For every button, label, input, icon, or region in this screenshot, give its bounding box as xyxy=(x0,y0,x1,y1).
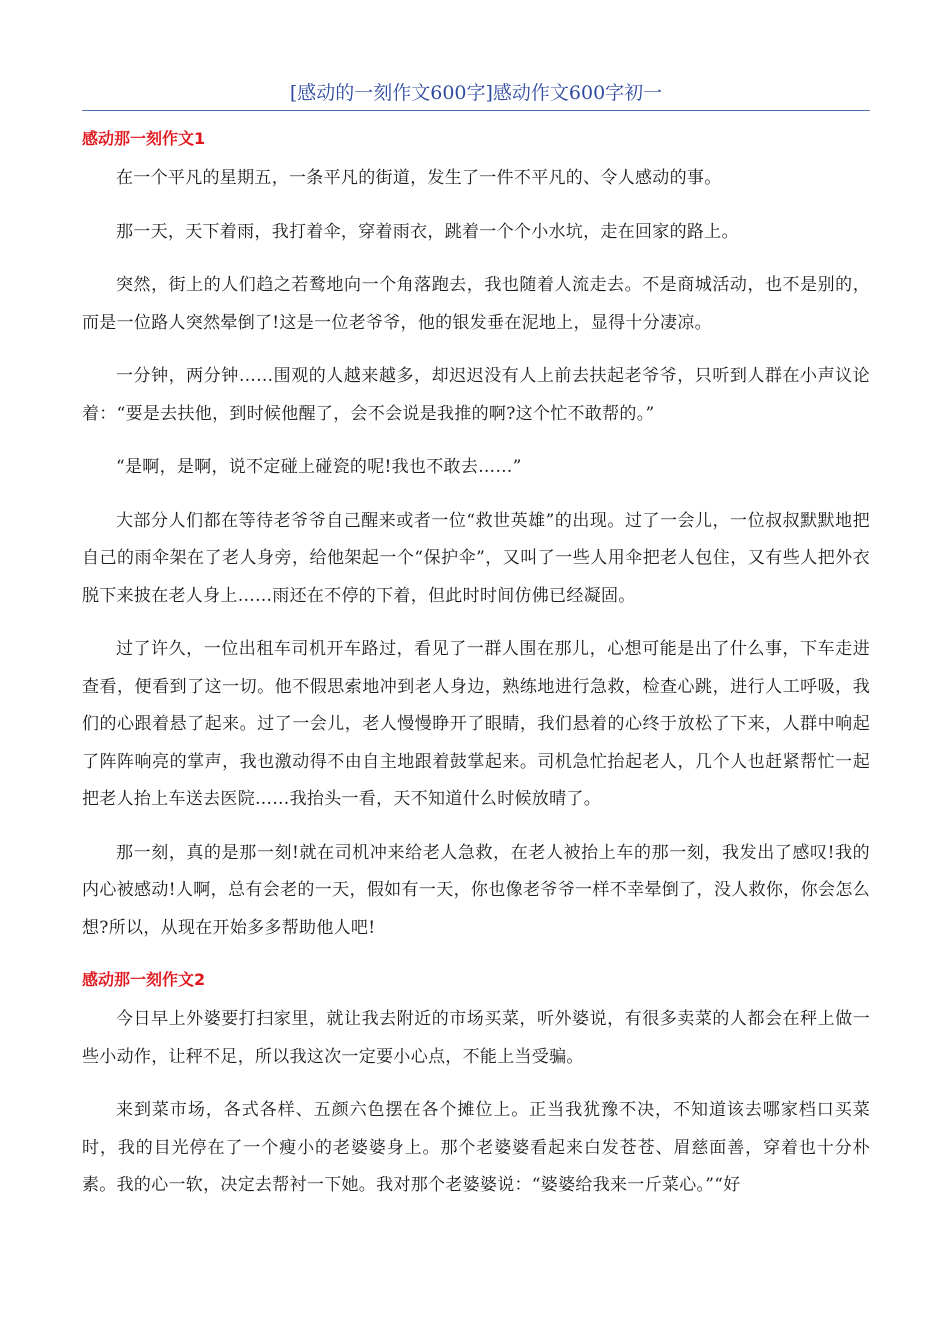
essay-section-1 xyxy=(82,124,870,947)
paragraph: 那一天，天下着雨，我打着伞，穿着雨衣，跳着一个个小水坑，走在回家的路上。 xyxy=(116,221,739,242)
essay-section-2 xyxy=(82,965,870,1205)
paragraph: 突然，街上的人们趋之若鹜地向一个角落跑去，我也随着人流走去。不是商城活动，也不是别的，而是一位路人突然晕倒了!这是一位老爷爷，他的银发垂在泥地上，显得十分凄凉。 xyxy=(82,275,870,333)
document-header-title: [感动的一刻作文600字]感动作文600字初一 xyxy=(289,82,663,104)
paragraph: 今日早上外婆要打扫家里，就让我去附近的市场买菜，听外婆说，有很多卖菜的人都会在秤上做一些小动作，让秤不足，所以我这次一定要小心点，不能上当受骗。 xyxy=(82,1009,870,1067)
paragraph: 来到菜市场，各式各样、五颜六色摆在各个摊位上。正当我犹豫不决，不知道该去哪家档口买菜时，我的目光停在了一个瘦小的老婆婆身上。那个老婆婆看起来白发苍苍、眉慈面善，穿着也十分朴素。我的心一软，决定去帮衬一下她。我对那个老婆婆说：“婆婆给我来一斤菜心。”“好 xyxy=(82,1100,870,1195)
paragraph: 过了许久，一位出租车司机开车路过，看见了一群人围在那儿，心想可能是出了什么事，下车走进查看，便看到了这一切。他不假思索地冲到老人身边，熟练地进行急救，检查心跳，进行人工呼吸，我们的心跟着悬了起来。过了一会儿，老人慢慢睁开了眼睛，我们悬着的心终于放松了下来，人群中响起了阵阵响亮的掌声，我也激动得不由自主地跟着鼓掌起来。司机急忙抬起老人，几个人也赶紧帮忙一起把老人抬上车送去医院……我抬头一看，天不知道什么时候放晴了。 xyxy=(82,639,870,809)
paragraph: 在一个平凡的星期五，一条平凡的街道，发生了一件不平凡的、令人感动的事。 xyxy=(116,168,722,188)
section-title: 感动那一刻作文2 xyxy=(82,970,206,989)
paragraph: 大部分人们都在等待老爷爷自己醒来或者一位“救世英雄”的出现。过了一会儿，一位叔叔默默地把自己的雨伞架在了老人身旁，给他架起一个“保护伞”，又叫了一些人用伞把老人包住，又有些人把外衣脱下来披在老人身上……雨还在不停的下着，但此时时间仿佛已经凝固。 xyxy=(82,510,870,606)
document-body xyxy=(82,124,870,1221)
paragraph: 一分钟，两分钟……围观的人越来越多，却迟迟没有人上前去扶起老爷爷，只听到人群在小声议论着：“要是去扶他，到时候他醒了，会不会说是我推的啊?这个忙不敢帮的。” xyxy=(82,366,870,424)
header-divider xyxy=(82,110,870,111)
paragraph: 那一刻，真的是那一刻!就在司机冲来给老人急救，在老人被抬上车的那一刻，我发出了感叹!我的内心被感动!人啊，总有会老的一天，假如有一天，你也像老爷爷一样不幸晕倒了，没人救你，你会怎么想?所以，从现在开始多多帮助他人吧! xyxy=(82,842,870,938)
paragraph: “是啊，是啊，说不定碰上碰瓷的呢!我也不敢去……” xyxy=(116,457,522,477)
section-title: 感动那一刻作文1 xyxy=(82,129,206,148)
